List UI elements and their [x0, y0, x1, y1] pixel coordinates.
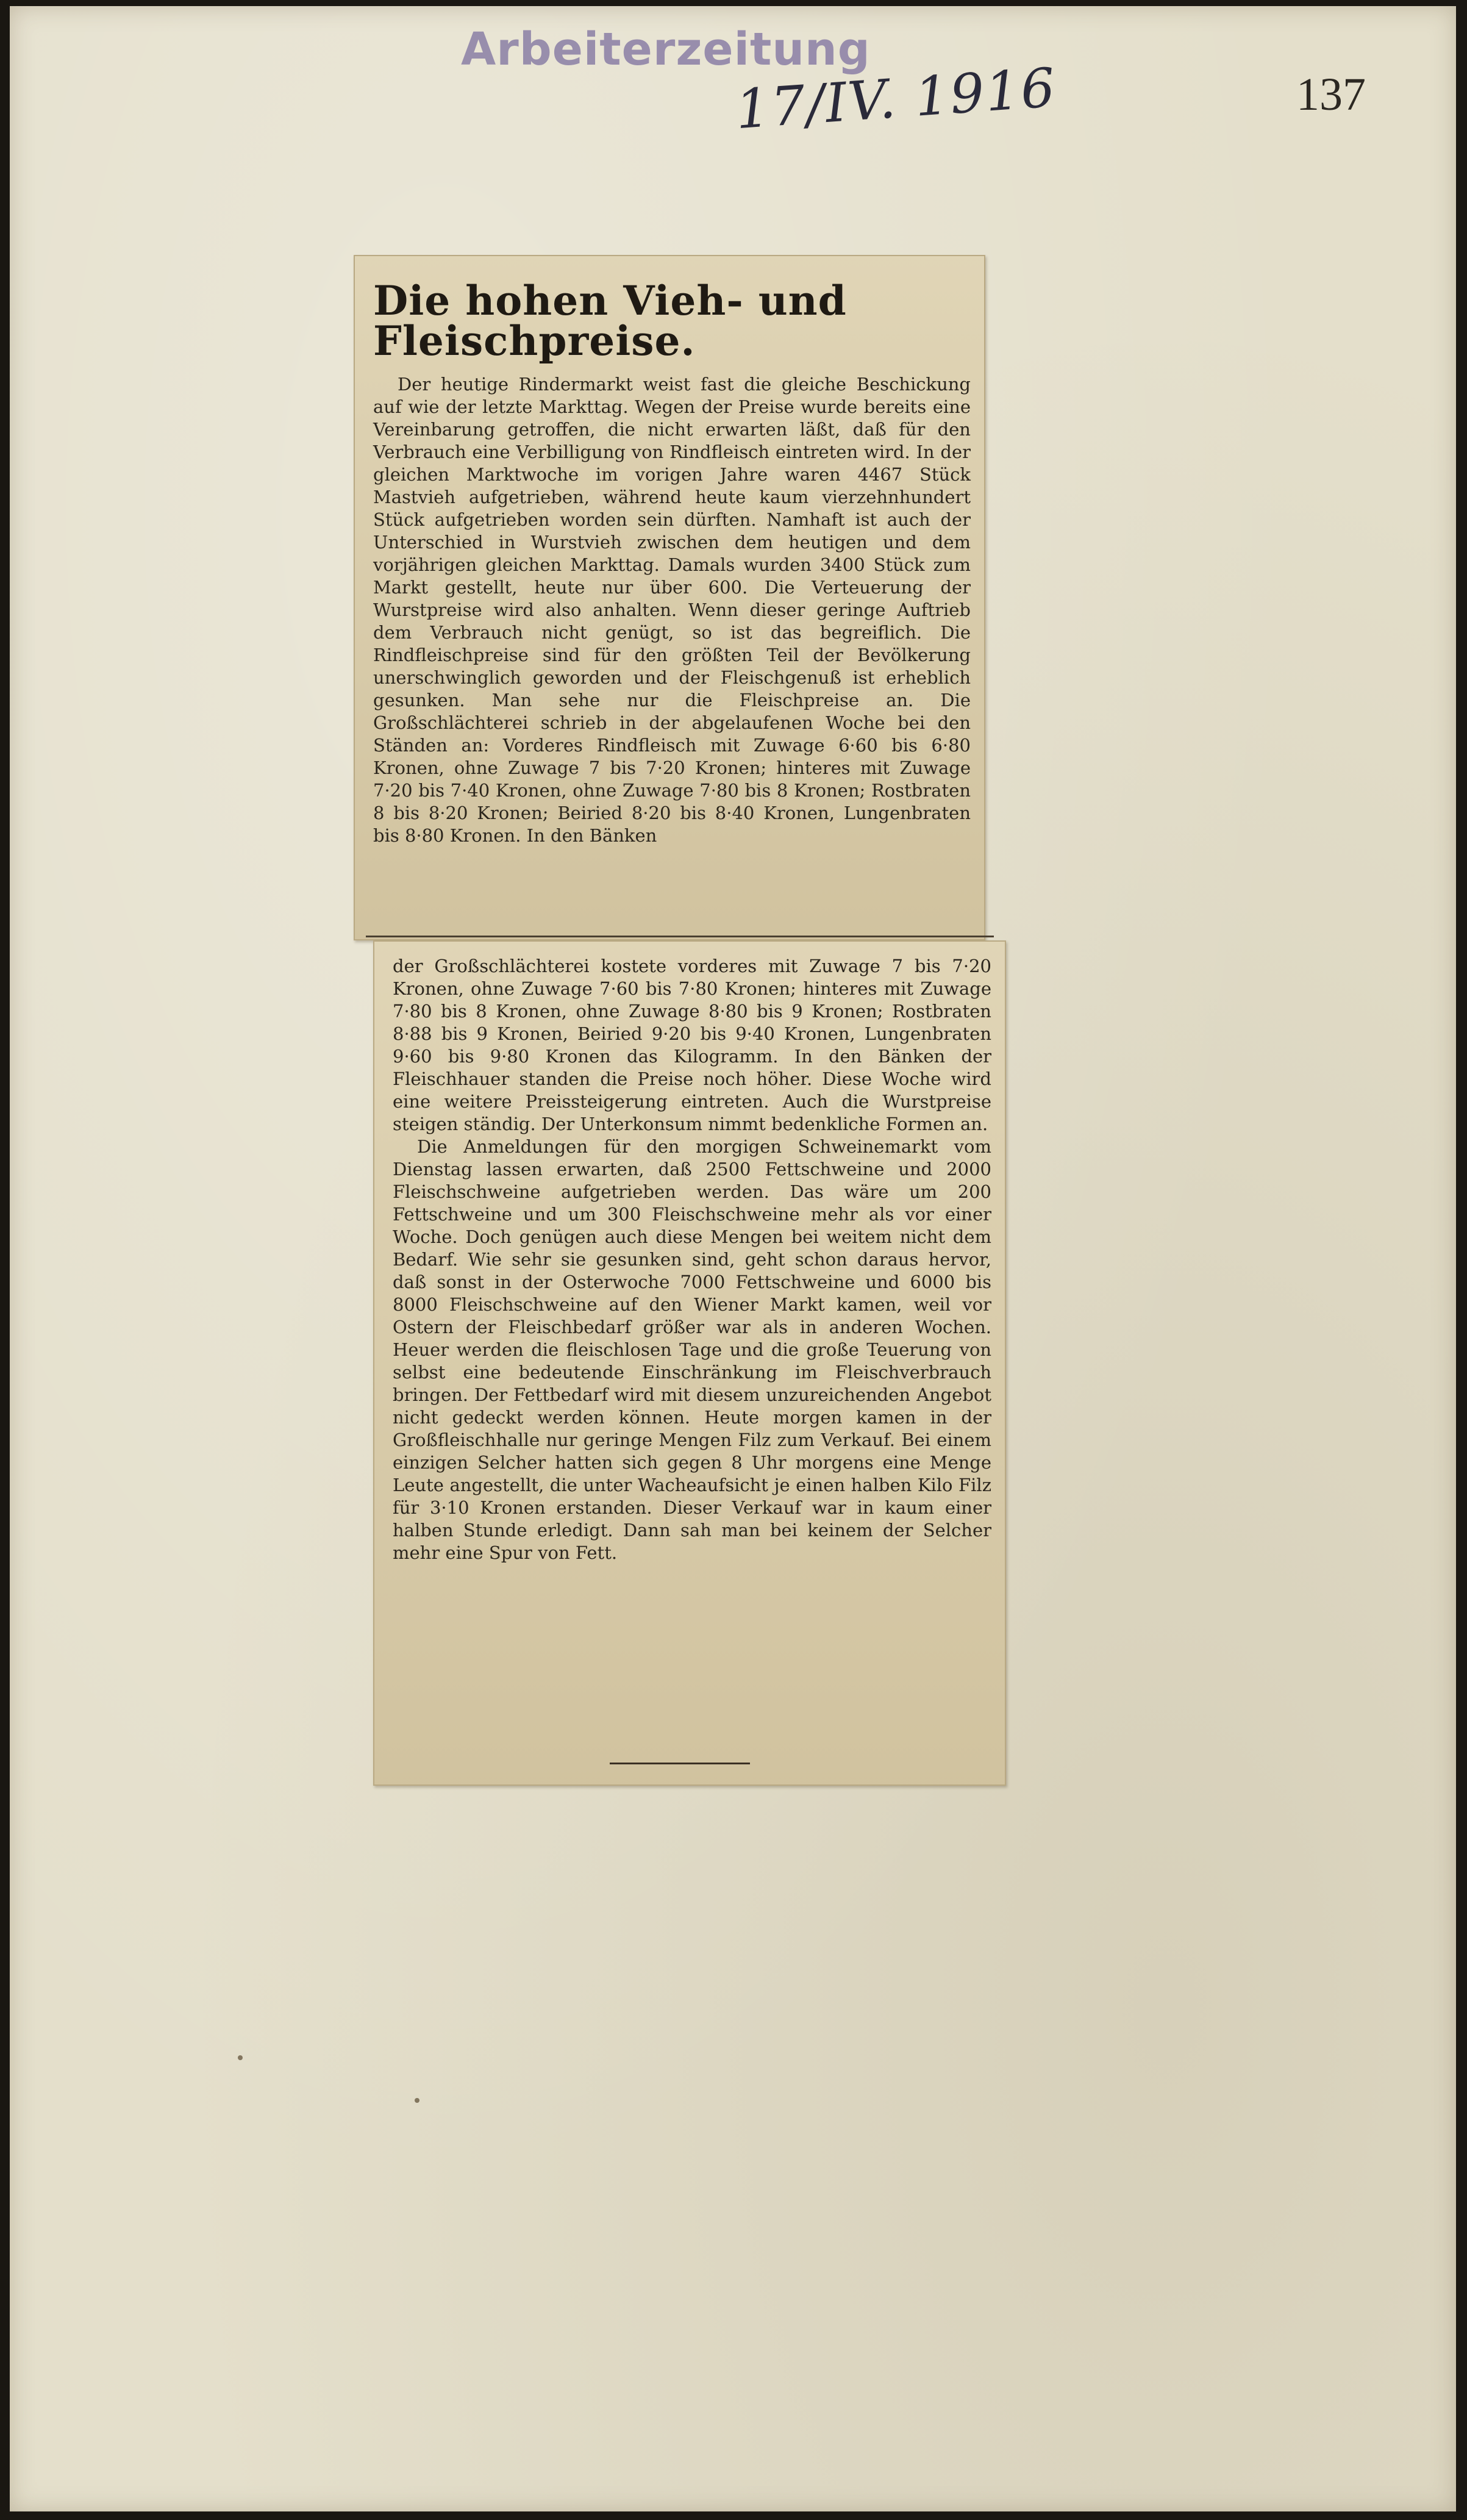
clipping-part-one	[354, 255, 985, 940]
article-headline: Die hohen Vieh- und Fleischpreise.	[373, 277, 847, 365]
handwritten-date: 17/IV. 1916	[734, 55, 1058, 141]
article-paragraph-1: Der heutige Rindermarkt weist fast die gleiche Beschickung auf wie der letzte Markttag. Wegen der Preise wurde bereits eine Vereinbarung getroffen, die nicht erwarten läßt, daß für den Verbrauch eine Verbilligung von Rindfleisch eintreten wird. In der gleichen Marktwoche im vorigen Jahre waren 4467 Stück Mastvieh aufgetrieben, während heute kaum vierzehnhundert Stück aufgetrieben worden sein dürften. Namhaft ist auch der Unterschied in Wurstvieh zwischen dem heutigen und dem vorjährigen gleichen Markttag. Damals wurden 3400 Stück zum Markt gestellt, heute nur über 600. Die Verteuerung der Wurstpreise wird also anhalten. Wenn dieser geringe Auftrieb dem Verbrauch nicht genügt, so ist das begreiflich. Die Rindfleischpreise sind für den größten Teil der Bevölkerung unerschwinglich geworden und der Fleischgenuß ist erheblich gesunken. Man sehe nur die Fleischpreise an. Die Großschlächterei schrieb in der abgelaufenen Woche bei den Ständen an: Vorderes Rindfleisch mit Zuwage 6·60 bis 6·80 Kronen, ohne Zuwage 7 bis 7·20 Kronen; hinteres mit Zuwage 7·20 bis 7·40 Kronen, ohne Zuwage 7·80 bis 8 Kronen; Rostbraten 8 bis 8·20 Kronen; Beiried 8·20 bis 8·40 Kronen, Lungenbraten bis 8·80 Kronen. In den Bänken	[373, 374, 971, 846]
paper-speck	[238, 2055, 243, 2060]
article-paragraph-1-continued: der Großschlächterei kostete vorderes mit Zuwage 7 bis 7·20 Kronen, ohne Zuwage 7·60 bis 7·80 Kronen; hinteres mit Zuwage 7·80 bis 8 Kronen, ohne Zuwage 8·80 bis 9 Kronen; Rostbraten 8·88 bis 9 Kronen, Beiried 9·20 bis 9·40 Kronen, Lungenbraten 9·60 bis 9·80 Kronen das Kilogramm. In den Bänken der Fleischhauer standen die Preise noch höher. Diese Woche wird eine weitere Preissteigerung eintreten. Auch die Wurstpreise steigen ständig. Der Unterkonsum nimmt bedenkliche Formen an.	[393, 956, 991, 1134]
end-rule	[610, 1763, 750, 1764]
column-separator	[366, 936, 994, 937]
page-number: 137	[1296, 69, 1366, 120]
newspaper-stamp: Arbeiterzeitung	[461, 23, 871, 76]
clipping-part-two	[373, 940, 1006, 1786]
paper-speck	[415, 2098, 419, 2103]
article-paragraph-2: Die Anmeldungen für den morgigen Schweinemarkt vom Dienstag lassen erwarten, daß 2500 Fettschweine und 2000 Fleischschweine aufgetrieben werden. Das wäre um 200 Fettschweine und um 300 Fleischschweine mehr als vor einer Woche. Doch genügen auch diese Mengen bei weitem nicht dem Bedarf. Wie sehr sie gesunken sind, geht schon daraus hervor, daß sonst in der Osterwoche 7000 Fettschweine und 6000 bis 8000 Fleischschweine auf den Wiener Markt kamen, weil vor Ostern der Fleischbedarf größer war als in anderen Wochen. Heuer werden die fleischlosen Tage und die große Teuerung von selbst eine bedeutende Einschränkung im Fleischverbrauch bringen. Der Fettbedarf wird mit diesem unzureichenden Angebot nicht gedeckt werden können. Heute morgen kamen in der Großfleischhalle nur geringe Mengen Filz zum Verkauf. Bei einem einzigen Selcher hatten sich gegen 8 Uhr morgens eine Menge Leute angestellt, die unter Wacheaufsicht je einen halben Kilo Filz für 3·10 Kronen erstanden. Dieser Verkauf war in kaum einer halben Stunde erledigt. Dann sah man bei keinem der Selcher mehr eine Spur von Fett.	[393, 1136, 991, 1563]
